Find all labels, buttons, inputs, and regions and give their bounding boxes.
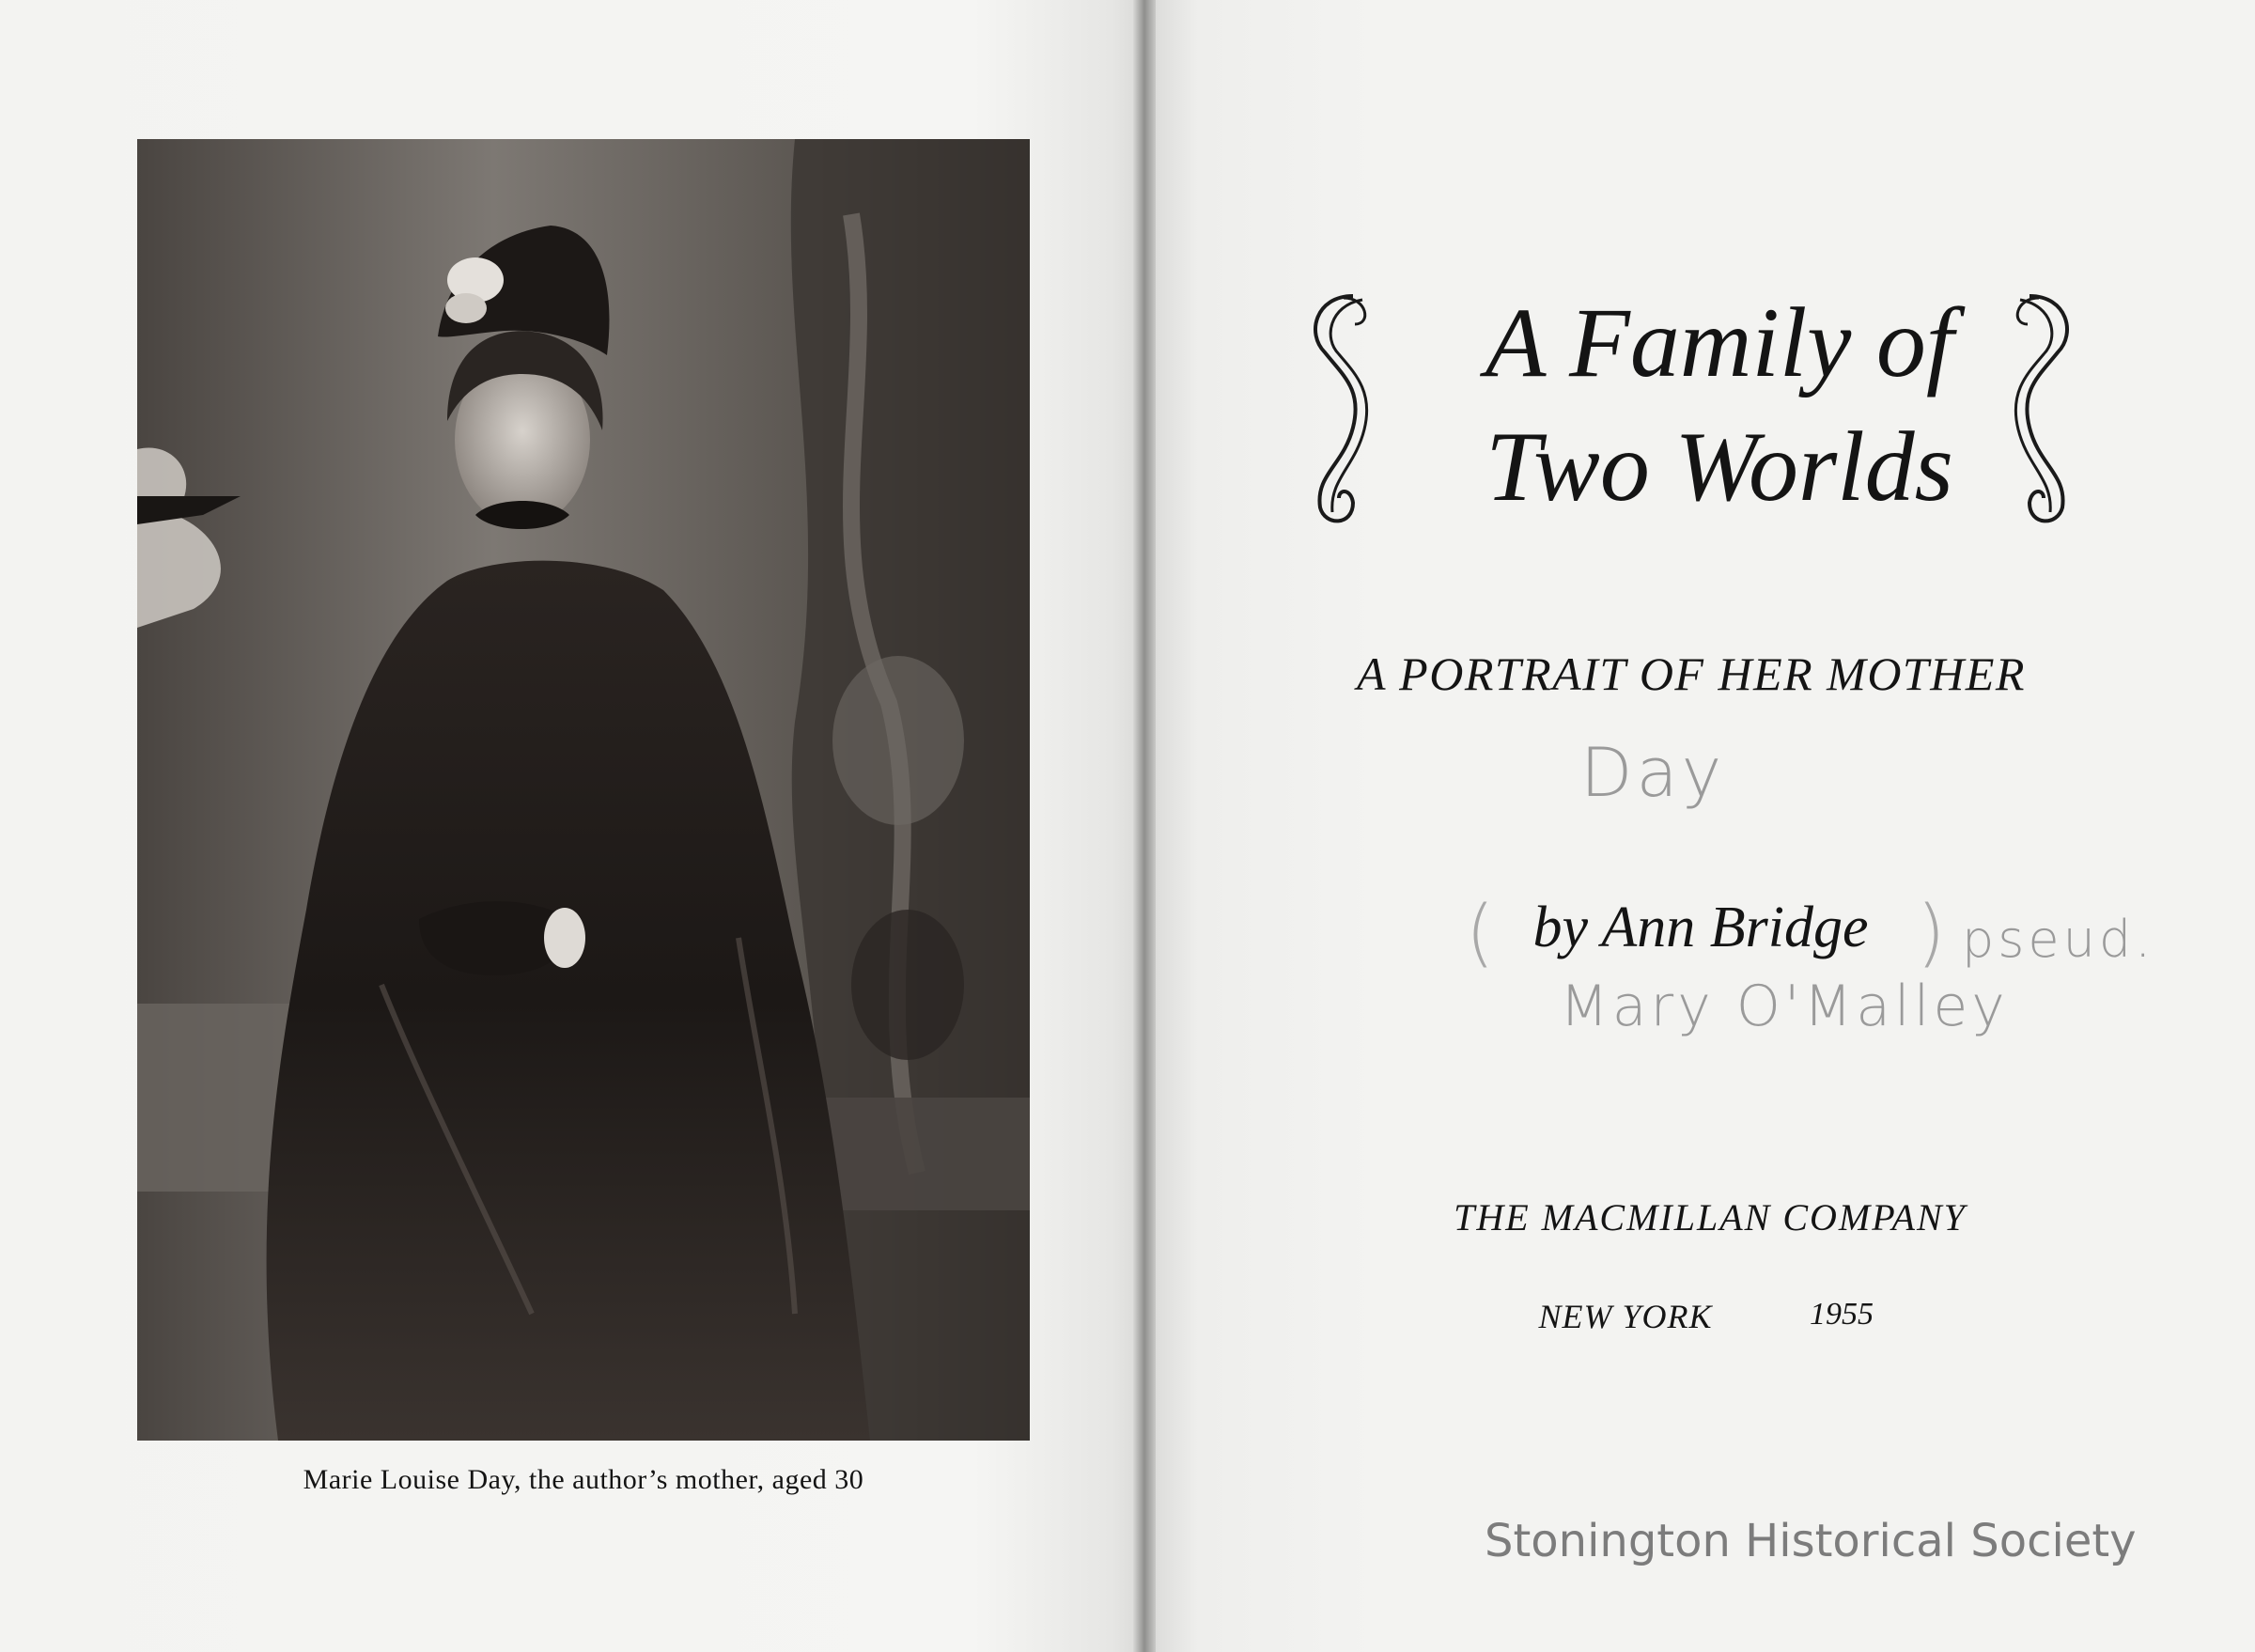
publication-year: 1955: [1810, 1297, 1874, 1332]
publication-city: NEW YORK: [1538, 1298, 1713, 1335]
author-byline: by Ann Bridge: [1532, 896, 1869, 959]
publisher-name: THE MACMILLAN COMPANY: [1454, 1196, 1967, 1239]
handwritten-real-name: Mary O'Malley: [1560, 974, 2009, 1039]
frontispiece-photo: [137, 139, 1030, 1441]
pencil-open-paren: (: [1466, 891, 1495, 975]
handwritten-surname: Day: [1580, 733, 1726, 812]
subtitle: A PORTRAIT OF HER MOTHER: [1357, 647, 2026, 700]
right-page: [1154, 0, 2255, 1652]
pencil-close-paren: ): [1917, 891, 1946, 975]
watermark: Stonington Historical Society: [1485, 1515, 2137, 1567]
book-gutter: [1133, 0, 1156, 1652]
handwritten-pseud: pseud.: [1962, 910, 2155, 969]
photo-caption: Marie Louise Day, the author’s mother, aged 30: [303, 1464, 864, 1495]
title-line-1: A Family of: [1485, 288, 1954, 397]
title-line-2: Two Worlds: [1485, 412, 1953, 522]
